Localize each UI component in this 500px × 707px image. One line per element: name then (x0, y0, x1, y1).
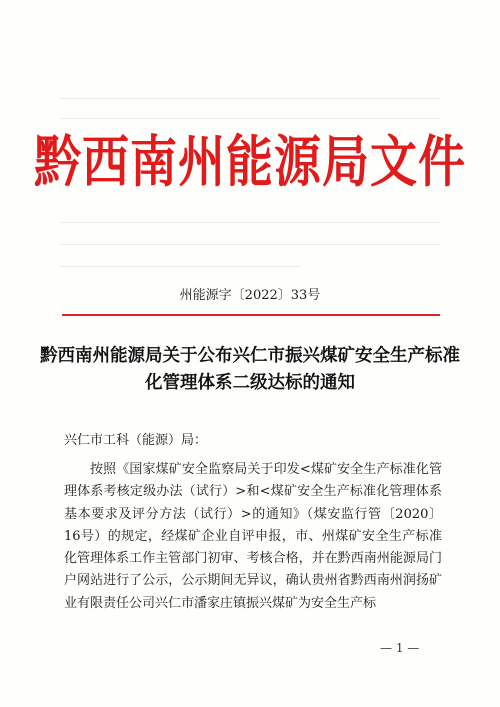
red-separator-rule (62, 314, 440, 316)
bleed-through-line (60, 266, 300, 267)
bleed-through-line (60, 98, 440, 99)
bleed-through-line (60, 244, 440, 245)
page-number: — 1 — (380, 641, 420, 655)
bleed-through-line (60, 118, 440, 119)
notice-title: 黔西南州能源局关于公布兴仁市振兴煤矿安全生产标准化管理体系二级达标的通知 (40, 346, 460, 393)
document-number: 州能源字〔2022〕33号 (179, 288, 321, 303)
recipient-line: 兴仁市工科（能源）局： (64, 433, 208, 448)
body-paragraph: 按照《国家煤矿安全监察局关于印发<煤矿安全生产标准化管理体系考核定级办法（试行）>和<煤矿安全生产标准化管理体系基本要求及评分方法（试行）>的通知》（煤安监行管〔2020〕16号）的规定，经煤矿企业自评申报，市、州煤矿安全生产标准化管理体系工作主管部门初审、考核合格，并在黔西南州能源局门户网站进行了公示，公示期间无异议，确认贵州省黔西南州润扬矿业有限责任公司兴仁市潘家庄镇振兴煤矿为安全生产标 (64, 462, 442, 611)
bleed-through-line (60, 222, 440, 223)
document-header-title: 黔西南州能源局文件 (34, 130, 466, 196)
